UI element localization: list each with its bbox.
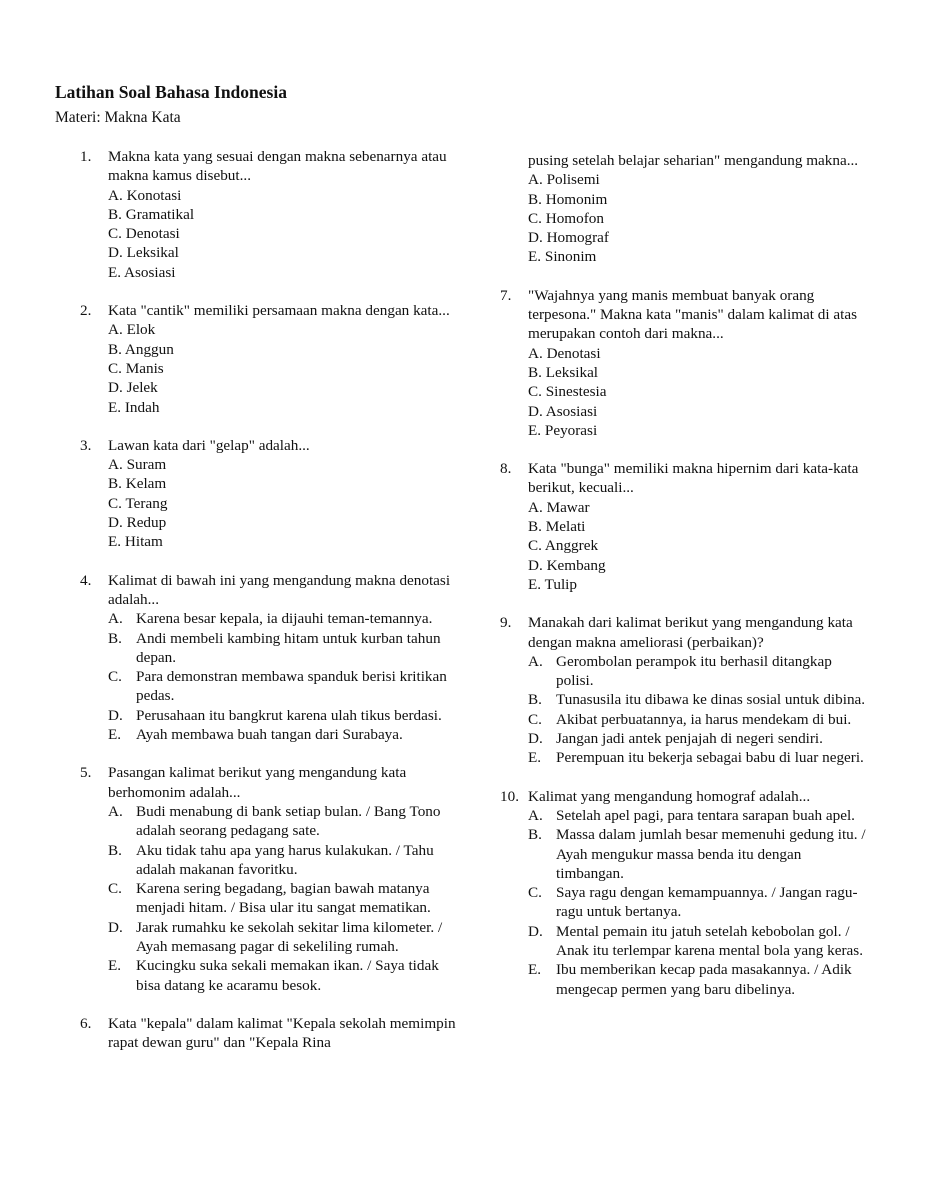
question-number: 9. — [500, 614, 512, 632]
question-text: Pasangan kalimat berikut yang mengandung kata berhomonim adalah... — [108, 764, 407, 801]
question-4 — [80, 571, 460, 745]
option-a: A. Konotasi — [108, 186, 182, 204]
option-a: A. Mawar — [528, 498, 590, 516]
option-d: D. Redup — [108, 514, 167, 532]
option-b: B. Massa dalam jumlah besar memenuhi gedung itu. / Ayah mengukur massa benda itu dengan timbangan. — [528, 826, 866, 882]
question-text: Kalimat di bawah ini yang mengandung makna denotasi adalah... — [108, 571, 451, 608]
option-d: D. Mental pemain itu jatuh setelah kebobolan gol. / Anak itu terlempar karena mental bola yang keras. — [528, 922, 863, 959]
question-text: "Wajahnya yang manis membuat banyak orang terpesona." Makna kata "manis" dalam kalimat di atas merupakan contoh dari makna... — [528, 286, 857, 343]
question-number: 6. — [80, 1014, 92, 1032]
question-number: 2. — [80, 302, 92, 320]
option-b: B. Anggun — [108, 340, 174, 358]
page-title: Latihan Soal Bahasa Indonesia — [55, 82, 287, 102]
option-e: E. Indah — [108, 398, 160, 416]
question-text: Kata "kepala" dalam kalimat "Kepala sekolah memimpin rapat dewan guru" dan "Kepala Rina — [108, 1014, 456, 1052]
question-text-continued: pusing setelah belajar seharian" mengandung makna... — [528, 152, 859, 169]
option-d: D. Jangan jadi antek penjajah di negeri sendiri. — [528, 730, 823, 748]
question-8 — [500, 459, 870, 594]
option-c: C. Homofon — [528, 209, 604, 227]
option-b: B. Melati — [528, 518, 586, 536]
question-text: Kata "cantik" memiliki persamaan makna dengan kata... — [108, 302, 450, 320]
option-b: B. Tunasusila itu dibawa ke dinas sosial untuk dibina. — [528, 691, 866, 709]
question-5 — [80, 763, 460, 995]
option-e: E. Tulip — [528, 575, 577, 593]
option-b: B. Gramatikal — [108, 205, 195, 223]
option-a: A. Polisemi — [528, 171, 600, 189]
question-1 — [80, 147, 460, 282]
question-number: 8. — [500, 460, 512, 478]
option-a: A. Denotasi — [528, 344, 601, 362]
right-column — [500, 151, 870, 1018]
question-text: Manakah dari kalimat berikut yang mengandung kata dengan makna ameliorasi (perbaikan)? — [528, 614, 853, 651]
option-a: A. Karena besar kepala, ia dijauhi teman-temannya. — [108, 610, 433, 628]
option-e: E. Sinonim — [528, 248, 597, 266]
option-e: E. Hitam — [108, 533, 163, 551]
option-b: B. Andi membeli kambing hitam untuk kurban tahun depan. — [108, 629, 441, 666]
option-d: D. Asosiasi — [528, 402, 598, 420]
option-c: C. Denotasi — [108, 225, 180, 243]
option-c: C. Terang — [108, 494, 168, 512]
option-b: B. Kelam — [108, 475, 167, 493]
question-number: 1. — [80, 148, 92, 165]
option-c: C. Sinestesia — [528, 383, 607, 401]
question-number: 7. — [500, 286, 512, 304]
question-text: Kalimat yang mengandung homograf adalah... — [528, 787, 811, 805]
option-e: E. Kucingku suka sekali memakan ikan. / Saya tidak bisa datang ke acaramu besok. — [108, 957, 439, 994]
option-a: A. Gerombolan perampok itu berhasil ditangkap polisi. — [528, 652, 832, 690]
option-b: B. Homonim — [528, 190, 608, 208]
question-text: Makna kata yang sesuai dengan makna sebenarnya atau makna kamus disebut... — [108, 148, 447, 185]
option-b: B. Leksikal — [528, 363, 599, 381]
option-e: E. Ibu memberikan kecap pada masakannya. / Adik mengecap permen yang baru dibelinya. — [528, 961, 852, 998]
option-b: B. Aku tidak tahu apa yang harus kulakukan. / Tahu adalah makanan favoritku. — [108, 841, 434, 878]
question-9 — [500, 613, 870, 767]
option-a: A. Elok — [108, 321, 156, 339]
option-c: C. Saya ragu dengan kemampuannya. / Jangan ragu-ragu untuk bertanya. — [528, 884, 858, 921]
option-c: C. Akibat perbuatannya, ia harus mendekam di bui. — [528, 710, 852, 728]
option-d: D. Perusahaan itu bangkrut karena ulah tikus berdasi. — [108, 706, 442, 724]
option-a: A. Budi menabung di bank setiap bulan. / Bang Tono adalah seorang pedagang sate. — [108, 802, 441, 840]
question-7 — [500, 286, 870, 440]
question-text: Lawan kata dari "gelap" adalah... — [108, 436, 310, 454]
option-a: A. Setelah apel pagi, para tentara sarapan buah apel. — [528, 806, 855, 824]
question-text: Kata "bunga" memiliki makna hipernim dari kata-kata berikut, kecuali... — [528, 460, 859, 497]
question-number: 5. — [80, 764, 92, 782]
option-e: E. Perempuan itu bekerja sebagai babu di luar negeri. — [528, 749, 864, 767]
option-e: E. Asosiasi — [108, 263, 176, 281]
option-e: E. Ayah membawa buah tangan dari Surabaya. — [108, 726, 403, 744]
option-a: A. Suram — [108, 456, 167, 474]
option-d: D. Jarak rumahku ke sekolah sekitar lima kilometer. / Ayah memasang pagar di sekeliling rumah. — [108, 918, 443, 955]
option-d: D. Jelek — [108, 379, 158, 397]
option-d: D. Kembang — [528, 556, 606, 574]
left-column — [80, 147, 460, 1071]
page-subtitle: Materi: Makna Kata — [55, 109, 181, 126]
question-3 — [80, 436, 460, 552]
question-10 — [500, 787, 870, 999]
option-d: D. Leksikal — [108, 244, 179, 262]
question-number: 3. — [80, 436, 92, 454]
option-c: C. Anggrek — [528, 537, 599, 555]
question-number: 4. — [80, 571, 92, 589]
option-c: C. Manis — [108, 359, 164, 377]
option-d: D. Homograf — [528, 229, 609, 247]
question-2 — [80, 301, 460, 417]
question-6-continued — [528, 151, 870, 267]
option-e: E. Peyorasi — [528, 421, 598, 439]
option-c: C. Para demonstran membawa spanduk berisi kritikan pedas. — [108, 668, 447, 705]
question-number: 10. — [500, 787, 519, 805]
question-6 — [80, 1014, 460, 1053]
option-c: C. Karena sering begadang, bagian bawah matanya menjadi hitam. / Bisa ular itu sangat mematikan. — [108, 880, 431, 917]
